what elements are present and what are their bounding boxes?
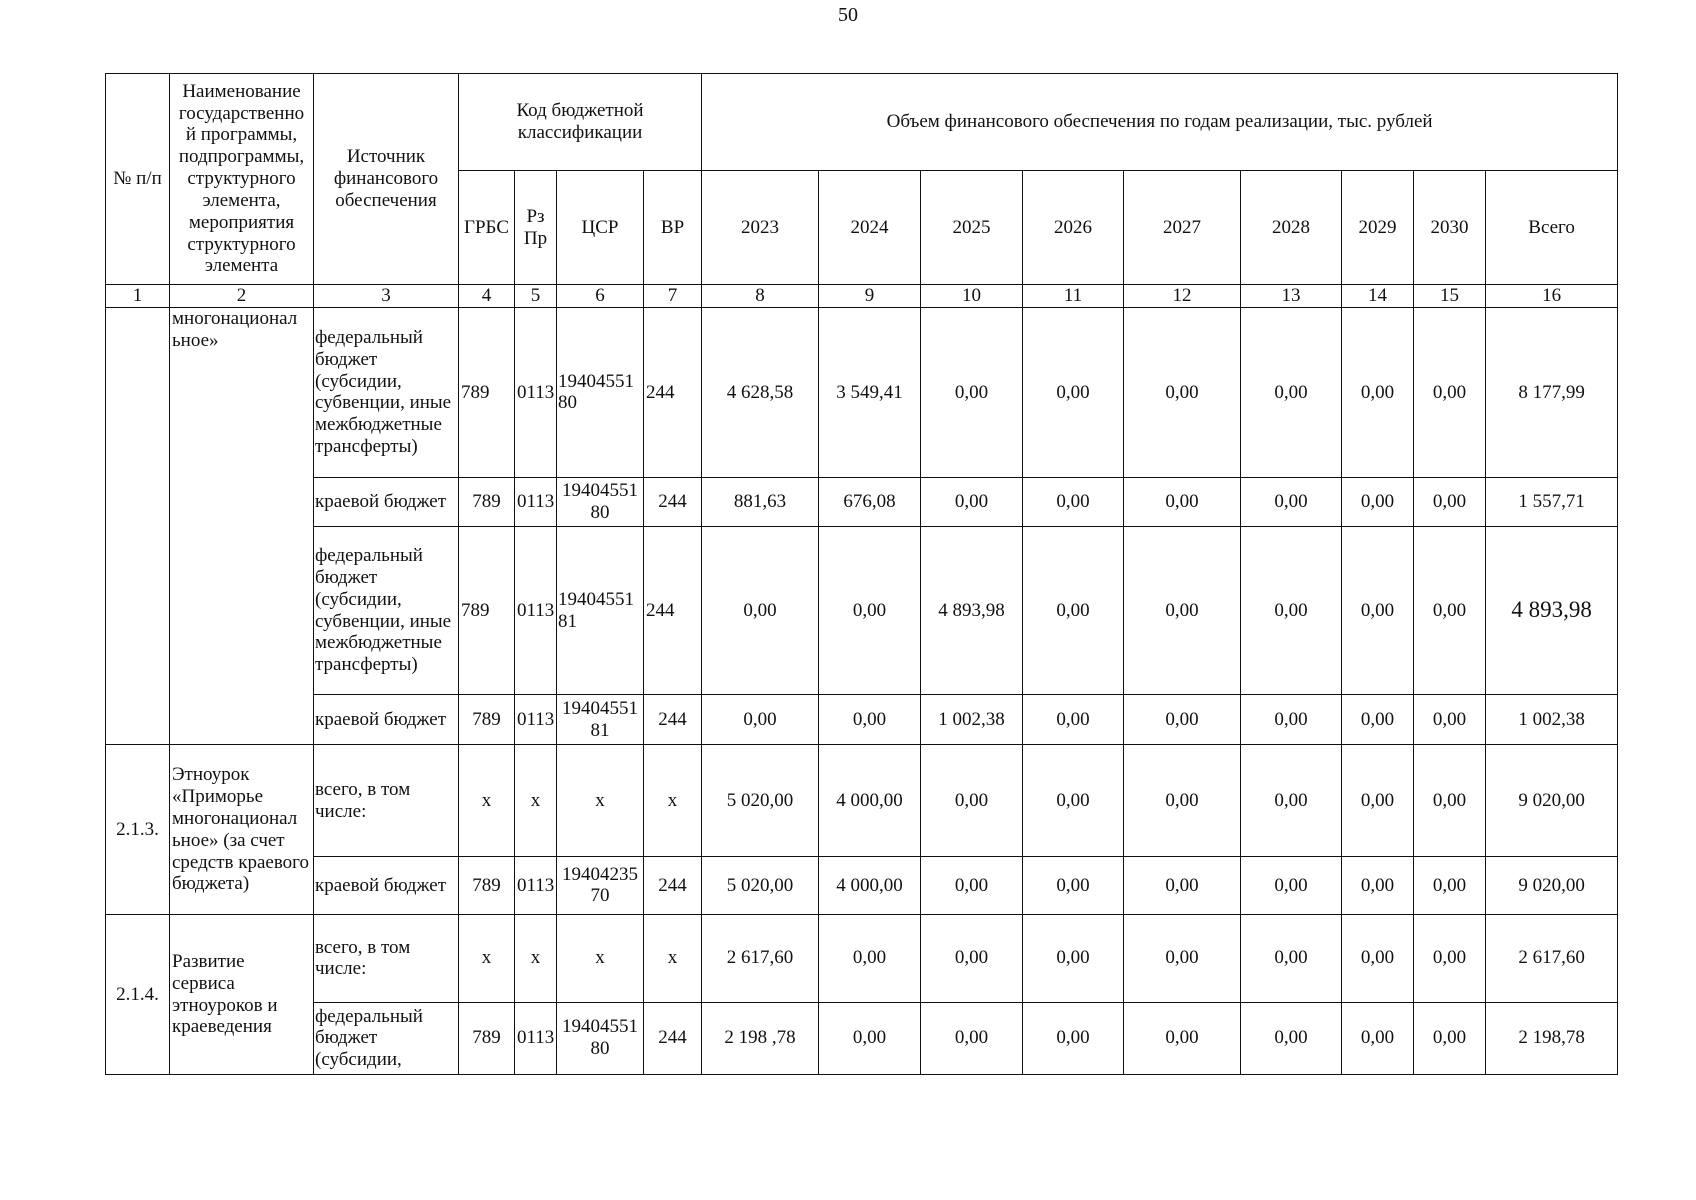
row-value-2024: 4 000,00 bbox=[819, 745, 921, 857]
row-value-2025: 0,00 bbox=[921, 1002, 1023, 1074]
row-vr: x bbox=[644, 745, 702, 857]
row-value-2025: 0,00 bbox=[921, 745, 1023, 857]
header-year-2030: 2030 bbox=[1414, 171, 1486, 285]
row-source: федеральный бюджет (субсидии, субвенции, иные межбюджетные трансферты) bbox=[314, 308, 459, 478]
row-rzpr: x bbox=[515, 915, 557, 1002]
column-number: 2 bbox=[170, 285, 314, 308]
row-value-2029: 0,00 bbox=[1342, 1002, 1414, 1074]
row-value-2027: 0,00 bbox=[1124, 308, 1241, 478]
row-csr: x bbox=[557, 915, 644, 1002]
table-row bbox=[106, 477, 1618, 526]
column-number: 16 bbox=[1486, 285, 1618, 308]
header-year-2026: 2026 bbox=[1023, 171, 1124, 285]
header-year-2028: 2028 bbox=[1241, 171, 1342, 285]
column-number: 7 bbox=[644, 285, 702, 308]
row-name: Этноурок «Приморье многонационал ьное» (за счет средств краевого бюджета) bbox=[170, 745, 314, 915]
column-number: 1 bbox=[106, 285, 170, 308]
row-value-2029: 0,00 bbox=[1342, 527, 1414, 695]
row-value-2027: 0,00 bbox=[1124, 745, 1241, 857]
row-total: 8 177,99 bbox=[1486, 308, 1618, 478]
header-total: Всего bbox=[1486, 171, 1618, 285]
column-number: 10 bbox=[921, 285, 1023, 308]
row-rzpr: 0113 bbox=[515, 856, 557, 914]
column-number: 4 bbox=[459, 285, 515, 308]
column-number: 3 bbox=[314, 285, 459, 308]
header-num: № п/п bbox=[106, 74, 170, 285]
row-csr: 19404551 81 bbox=[557, 695, 644, 745]
row-source: краевой бюджет bbox=[314, 695, 459, 745]
row-value-2025: 0,00 bbox=[921, 308, 1023, 478]
row-value-2029: 0,00 bbox=[1342, 477, 1414, 526]
row-rzpr: 0113 bbox=[515, 308, 557, 478]
header-name: Наименование государственно й программы, подпрограммы, структурного элемента, мероприятия структурного элемента bbox=[170, 74, 314, 285]
row-grbs: x bbox=[459, 915, 515, 1002]
row-value-2029: 0,00 bbox=[1342, 745, 1414, 857]
row-value-2030: 0,00 bbox=[1414, 1002, 1486, 1074]
header-vr: ВР bbox=[644, 171, 702, 285]
table-row bbox=[106, 308, 1618, 478]
row-value-2026: 0,00 bbox=[1023, 745, 1124, 857]
row-value-2024: 0,00 bbox=[819, 1002, 921, 1074]
row-csr: 19404551 80 bbox=[557, 1002, 644, 1074]
row-value-2028: 0,00 bbox=[1241, 527, 1342, 695]
row-num: 2.1.4. bbox=[106, 915, 170, 1075]
table-row bbox=[106, 915, 1618, 1002]
row-value-2028: 0,00 bbox=[1241, 1002, 1342, 1074]
row-value-2028: 0,00 bbox=[1241, 695, 1342, 745]
row-value-2025: 0,00 bbox=[921, 856, 1023, 914]
table-row bbox=[106, 1002, 1618, 1074]
row-grbs: 789 bbox=[459, 856, 515, 914]
row-value-2025: 0,00 bbox=[921, 477, 1023, 526]
column-number: 9 bbox=[819, 285, 921, 308]
row-grbs: 789 bbox=[459, 1002, 515, 1074]
header-csr: ЦСР bbox=[557, 171, 644, 285]
row-value-2030: 0,00 bbox=[1414, 856, 1486, 914]
row-name: многонационал ьное» bbox=[170, 308, 314, 745]
row-value-2027: 0,00 bbox=[1124, 915, 1241, 1002]
table-row bbox=[106, 527, 1618, 695]
row-value-2027: 0,00 bbox=[1124, 695, 1241, 745]
row-rzpr: x bbox=[515, 745, 557, 857]
column-number: 8 bbox=[702, 285, 819, 308]
header-source: Источник финансового обеспечения bbox=[314, 74, 459, 285]
row-vr: 244 bbox=[644, 527, 702, 695]
table-row bbox=[106, 695, 1618, 745]
header-year-2027: 2027 bbox=[1124, 171, 1241, 285]
row-value-2023: 881,63 bbox=[702, 477, 819, 526]
row-value-2026: 0,00 bbox=[1023, 477, 1124, 526]
row-csr: 19404235 70 bbox=[557, 856, 644, 914]
row-csr: 19404551 80 bbox=[557, 308, 644, 478]
row-vr: 244 bbox=[644, 695, 702, 745]
header-volume-group: Объем финансового обеспечения по годам реализации, тыс. рублей bbox=[702, 74, 1618, 171]
header-rzpr: Рз Пр bbox=[515, 171, 557, 285]
row-value-2023: 0,00 bbox=[702, 527, 819, 695]
row-value-2024: 4 000,00 bbox=[819, 856, 921, 914]
budget-table bbox=[105, 73, 1618, 1075]
row-value-2025: 4 893,98 bbox=[921, 527, 1023, 695]
column-number: 14 bbox=[1342, 285, 1414, 308]
row-vr: 244 bbox=[644, 856, 702, 914]
row-value-2023: 5 020,00 bbox=[702, 856, 819, 914]
row-total: 1 557,71 bbox=[1486, 477, 1618, 526]
row-value-2024: 3 549,41 bbox=[819, 308, 921, 478]
row-value-2025: 1 002,38 bbox=[921, 695, 1023, 745]
row-value-2028: 0,00 bbox=[1241, 856, 1342, 914]
header-row-top bbox=[106, 74, 1618, 171]
row-value-2026: 0,00 bbox=[1023, 1002, 1124, 1074]
row-rzpr: 0113 bbox=[515, 527, 557, 695]
header-year-2024: 2024 bbox=[819, 171, 921, 285]
row-source: федеральный бюджет (субсидии, субвенции, иные межбюджетные трансферты) bbox=[314, 527, 459, 695]
page-number: 50 bbox=[838, 4, 858, 26]
column-number: 13 bbox=[1241, 285, 1342, 308]
row-value-2026: 0,00 bbox=[1023, 308, 1124, 478]
row-source: краевой бюджет bbox=[314, 477, 459, 526]
row-num: 2.1.3. bbox=[106, 745, 170, 915]
row-vr: 244 bbox=[644, 1002, 702, 1074]
header-year-2023: 2023 bbox=[702, 171, 819, 285]
row-grbs: 789 bbox=[459, 308, 515, 478]
row-value-2029: 0,00 bbox=[1342, 856, 1414, 914]
row-grbs: 789 bbox=[459, 527, 515, 695]
row-value-2023: 2 617,60 bbox=[702, 915, 819, 1002]
row-csr: 19404551 80 bbox=[557, 477, 644, 526]
row-value-2025: 0,00 bbox=[921, 915, 1023, 1002]
row-csr: x bbox=[557, 745, 644, 857]
row-value-2026: 0,00 bbox=[1023, 527, 1124, 695]
column-number-row bbox=[106, 285, 1618, 308]
row-name: Развитие сервиса этноуроков и краеведения bbox=[170, 915, 314, 1075]
table-row bbox=[106, 745, 1618, 857]
row-value-2026: 0,00 bbox=[1023, 856, 1124, 914]
row-value-2026: 0,00 bbox=[1023, 695, 1124, 745]
row-vr: 244 bbox=[644, 477, 702, 526]
row-source: федеральный бюджет (субсидии, bbox=[314, 1002, 459, 1074]
row-total: 2 198,78 bbox=[1486, 1002, 1618, 1074]
row-rzpr: 0113 bbox=[515, 695, 557, 745]
column-number: 6 bbox=[557, 285, 644, 308]
row-value-2029: 0,00 bbox=[1342, 308, 1414, 478]
header-grbs: ГРБС bbox=[459, 171, 515, 285]
row-total: 1 002,38 bbox=[1486, 695, 1618, 745]
row-value-2030: 0,00 bbox=[1414, 477, 1486, 526]
row-source: всего, в том числе: bbox=[314, 745, 459, 857]
row-rzpr: 0113 bbox=[515, 1002, 557, 1074]
row-value-2023: 2 198 ,78 bbox=[702, 1002, 819, 1074]
row-value-2023: 5 020,00 bbox=[702, 745, 819, 857]
row-value-2023: 0,00 bbox=[702, 695, 819, 745]
row-value-2029: 0,00 bbox=[1342, 915, 1414, 1002]
row-grbs: 789 bbox=[459, 695, 515, 745]
row-value-2023: 4 628,58 bbox=[702, 308, 819, 478]
row-total: 2 617,60 bbox=[1486, 915, 1618, 1002]
row-source: всего, в том числе: bbox=[314, 915, 459, 1002]
row-value-2027: 0,00 bbox=[1124, 527, 1241, 695]
row-grbs: x bbox=[459, 745, 515, 857]
row-total: 9 020,00 bbox=[1486, 856, 1618, 914]
row-value-2024: 0,00 bbox=[819, 695, 921, 745]
row-value-2028: 0,00 bbox=[1241, 477, 1342, 526]
row-value-2029: 0,00 bbox=[1342, 695, 1414, 745]
row-csr: 19404551 81 bbox=[557, 527, 644, 695]
row-grbs: 789 bbox=[459, 477, 515, 526]
row-value-2030: 0,00 bbox=[1414, 308, 1486, 478]
row-total: 4 893,98 bbox=[1486, 527, 1618, 695]
row-value-2030: 0,00 bbox=[1414, 915, 1486, 1002]
header-year-2029: 2029 bbox=[1342, 171, 1414, 285]
row-source: краевой бюджет bbox=[314, 856, 459, 914]
row-value-2030: 0,00 bbox=[1414, 745, 1486, 857]
row-value-2024: 676,08 bbox=[819, 477, 921, 526]
row-value-2024: 0,00 bbox=[819, 527, 921, 695]
row-value-2028: 0,00 bbox=[1241, 745, 1342, 857]
column-number: 15 bbox=[1414, 285, 1486, 308]
row-value-2030: 0,00 bbox=[1414, 695, 1486, 745]
row-value-2028: 0,00 bbox=[1241, 308, 1342, 478]
row-vr: 244 bbox=[644, 308, 702, 478]
column-number: 5 bbox=[515, 285, 557, 308]
row-value-2024: 0,00 bbox=[819, 915, 921, 1002]
header-code-group: Код бюджетной классификации bbox=[459, 74, 702, 171]
row-value-2027: 0,00 bbox=[1124, 477, 1241, 526]
header-year-2025: 2025 bbox=[921, 171, 1023, 285]
column-number: 11 bbox=[1023, 285, 1124, 308]
row-value-2030: 0,00 bbox=[1414, 527, 1486, 695]
row-rzpr: 0113 bbox=[515, 477, 557, 526]
row-value-2028: 0,00 bbox=[1241, 915, 1342, 1002]
column-number: 12 bbox=[1124, 285, 1241, 308]
row-total: 9 020,00 bbox=[1486, 745, 1618, 857]
row-value-2026: 0,00 bbox=[1023, 915, 1124, 1002]
table-row bbox=[106, 856, 1618, 914]
row-value-2027: 0,00 bbox=[1124, 1002, 1241, 1074]
row-vr: x bbox=[644, 915, 702, 1002]
row-num bbox=[106, 308, 170, 745]
row-value-2027: 0,00 bbox=[1124, 856, 1241, 914]
